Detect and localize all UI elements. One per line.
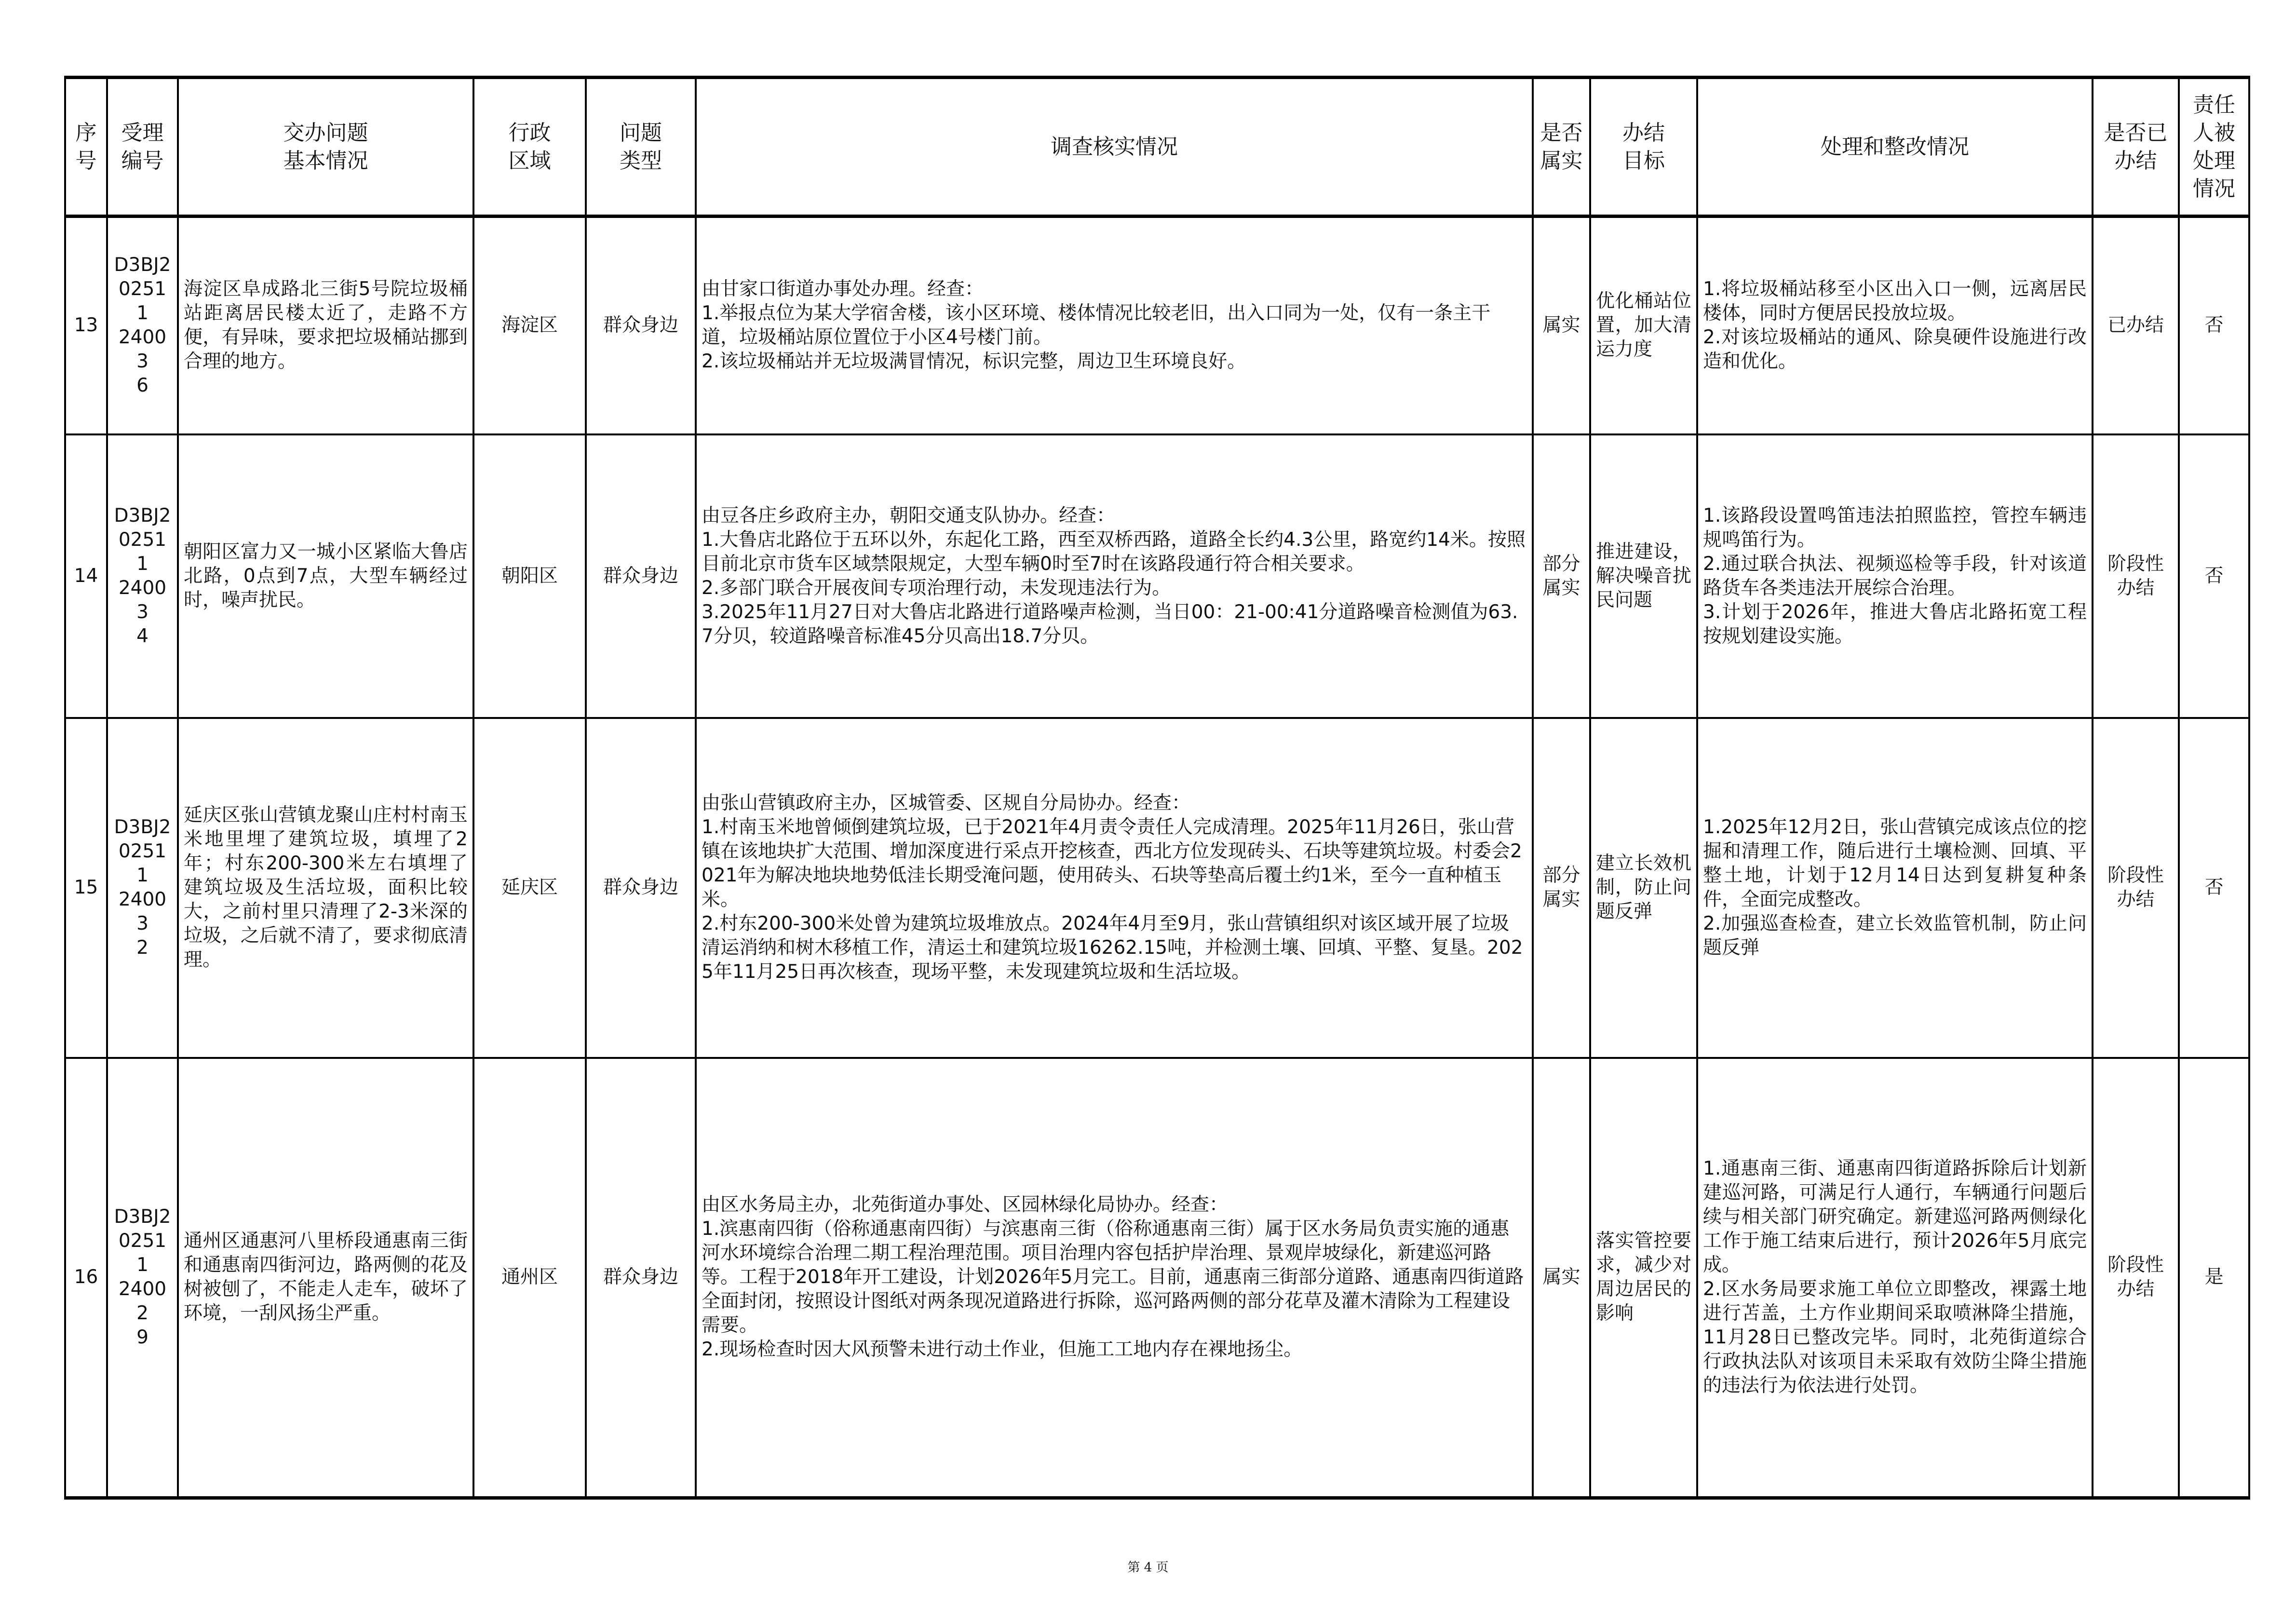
header-district: 行政 区域 [473,78,586,217]
supervision-case-table [64,76,2250,1500]
cell-seq: 14 [65,434,107,718]
cell-type: 群众身边 [586,217,696,434]
cell-district: 通州区 [473,1058,586,1498]
cell-verified: 部分属实 [1533,434,1590,718]
header-seq: 序 号 [65,78,107,217]
cell-type: 群众身边 [586,434,696,718]
cell-problem: 通州区通惠河八里桥段通惠南三街和通惠南四街河边，路两侧的花及树被刨了，不能走人走车，破坏了环境，一刮风扬尘严重。 [178,1058,473,1498]
cell-verified: 属实 [1533,217,1590,434]
cell-verified: 部分属实 [1533,718,1590,1058]
cell-handling: 1.该路段设置鸣笛违法拍照监控，管控车辆违规鸣笛行为。 2.通过联合执法、视频巡检等手段，针对该道路货车各类违法开展综合治理。 3.计划于2026年，推进大鲁店北路拓宽工程按规划建设实施。 [1697,434,2093,718]
cell-district: 朝阳区 [473,434,586,718]
table-header-row [65,78,2249,217]
cell-goal: 优化桶站位置，加大清运力度 [1590,217,1697,434]
cell-handling: 1.2025年12月2日，张山营镇完成该点位的挖掘和清理工作，随后进行土壤检测、回填、平整土地，计划于12月14日达到复耕复种条件，全面完成整改。 2.加强巡查检查，建立长效监管机制，防止问题反弹 [1697,718,2093,1058]
header-code: 受理 编号 [107,78,178,217]
table-row [65,217,2249,434]
cell-closed: 已办结 [2093,217,2179,434]
header-closed: 是否已 办结 [2093,78,2179,217]
cell-accountability: 否 [2179,718,2249,1058]
cell-closed: 阶段性办结 [2093,434,2179,718]
cell-investigation: 由张山营镇政府主办，区城管委、区规自分局协办。经查： 1.村南玉米地曾倾倒建筑垃圾，已于2021年4月责令责任人完成清理。2025年11月26日，张山营镇在该地块扩大范围、增加深度进行采点开挖核查，西北方位发现砖头、石块等建筑垃圾。村委会2021年为解决地块地势低洼长期受淹问题，使用砖头、石块等垫高后覆土约1米，至今一直种植玉米。 2.村东200-300米处曾为建筑垃圾堆放点。2024年4月至9月，张山营镇组织对该区域开展了垃圾清运消纳和树木移植工作，清运土和建筑垃圾16262.15吨，并检测土壤、回填、平整、复垦。2025年11月25日再次核查，现场平整，未发现建筑垃圾和生活垃圾。 [696,718,1533,1058]
cell-closed: 阶段性办结 [2093,718,2179,1058]
cell-code: D3BJ2 02511 24003 6 [107,217,178,434]
header-verified: 是否 属实 [1533,78,1590,217]
cell-problem: 延庆区张山营镇龙聚山庄村村南玉米地里埋了建筑垃圾，填埋了2年；村东200-300米左右填埋了建筑垃圾及生活垃圾，面积比较大，之前村里只清理了2-3米深的垃圾，之后就不清了，要求彻底清理。 [178,718,473,1058]
header-handling: 处理和整改情况 [1697,78,2093,217]
cell-verified: 属实 [1533,1058,1590,1498]
cell-goal: 建立长效机制，防止问题反弹 [1590,718,1697,1058]
cell-accountability: 否 [2179,434,2249,718]
cell-code: D3BJ2 02511 24002 9 [107,1058,178,1498]
cell-accountability: 否 [2179,217,2249,434]
cell-problem: 朝阳区富力又一城小区紧临大鲁店北路，0点到7点，大型车辆经过时，噪声扰民。 [178,434,473,718]
cell-goal: 落实管控要求，减少对周边居民的影响 [1590,1058,1697,1498]
header-type: 问题 类型 [586,78,696,217]
cell-handling: 1.通惠南三街、通惠南四街道路拆除后计划新建巡河路，可满足行人通行，车辆通行问题后续与相关部门研究确定。新建巡河路两侧绿化工作于施工结束后进行，预计2026年5月底完成。 2.区水务局要求施工单位立即整改，裸露土地进行苫盖，土方作业期间采取喷淋降尘措施，11月28日已整改完毕。同时，北苑街道综合行政执法队对该项目未采取有效防尘降尘措施的违法行为依法进行处罚。 [1697,1058,2093,1498]
cell-handling: 1.将垃圾桶站移至小区出入口一侧，远离居民楼体，同时方便居民投放垃圾。 2.对该垃圾桶站的通风、除臭硬件设施进行改造和优化。 [1697,217,2093,434]
cell-code: D3BJ2 02511 24003 2 [107,718,178,1058]
cell-seq: 13 [65,217,107,434]
cell-seq: 15 [65,718,107,1058]
header-goal: 办结 目标 [1590,78,1697,217]
header-accountability: 责任 人被 处理 情况 [2179,78,2249,217]
page-number: 第 4 页 [1127,1560,1169,1575]
cell-type: 群众身边 [586,718,696,1058]
table-row [65,434,2249,718]
cell-code: D3BJ2 02511 24003 4 [107,434,178,718]
cell-type: 群众身边 [586,1058,696,1498]
header-investigation: 调查核实情况 [696,78,1533,217]
cell-problem: 海淀区阜成路北三街5号院垃圾桶站距离居民楼太近了，走路不方便，有异味，要求把垃圾桶站挪到合理的地方。 [178,217,473,434]
table-row [65,718,2249,1058]
cell-accountability: 是 [2179,1058,2249,1498]
cell-district: 海淀区 [473,217,586,434]
table-row [65,1058,2249,1498]
cell-investigation: 由区水务局主办，北苑街道办事处、区园林绿化局协办。经查： 1.滨惠南四街（俗称通惠南四街）与滨惠南三街（俗称通惠南三街）属于区水务局负责实施的通惠河水环境综合治理二期工程治理范围。项目治理内容包括护岸治理、景观岸坡绿化，新建巡河路等。工程于2018年开工建设，计划2026年5月完工。目前，通惠南三街部分道路、通惠南四街道路全面封闭，按照设计图纸对两条现况道路进行拆除，巡河路两侧的部分花草及灌木清除为工程建设需要。 2.现场检查时因大风预警未进行动土作业，但施工工地内存在裸地扬尘。 [696,1058,1533,1498]
cell-investigation: 由豆各庄乡政府主办，朝阳交通支队协办。经查： 1.大鲁店北路位于五环以外，东起化工路，西至双桥西路，道路全长约4.3公里，路宽约14米。按照目前北京市货车区域禁限规定，大型车辆0时至7时在该路段通行符合相关要求。 2.多部门联合开展夜间专项治理行动，未发现违法行为。 3.2025年11月27日对大鲁店北路进行道路噪声检测，当日00：21-00:41分道路噪音检测值为63.7分贝，较道路噪音标准45分贝高出18.7分贝。 [696,434,1533,718]
cell-closed: 阶段性办结 [2093,1058,2179,1498]
header-problem: 交办问题 基本情况 [178,78,473,217]
cell-seq: 16 [65,1058,107,1498]
cell-district: 延庆区 [473,718,586,1058]
cell-investigation: 由甘家口街道办事处办理。经查： 1.举报点位为某大学宿舍楼，该小区环境、楼体情况比较老旧，出入口同为一处，仅有一条主干道，垃圾桶站原位置位于小区4号楼门前。 2.该垃圾桶站并无垃圾满冒情况，标识完整，周边卫生环境良好。 [696,217,1533,434]
cell-goal: 推进建设，解决噪音扰民问题 [1590,434,1697,718]
